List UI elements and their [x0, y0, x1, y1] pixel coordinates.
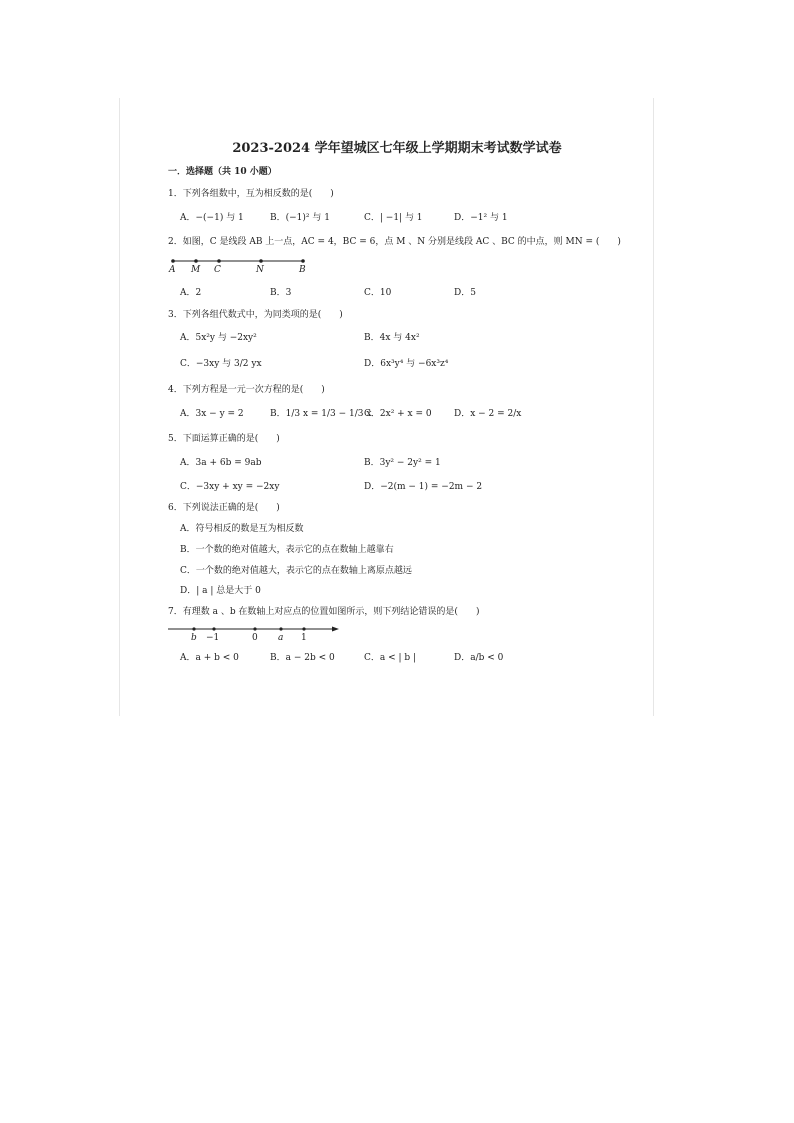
label-a: a: [278, 633, 284, 643]
point-one: [302, 627, 305, 630]
q1-option-d[interactable]: D．−1² 与 1: [454, 213, 508, 223]
question-1-stem: 1．下列各组数中，互为相反数的是( ): [168, 189, 334, 199]
label-b: B: [299, 265, 306, 275]
question-3-stem: 3．下列各组代数式中，为同类项的是( ): [168, 310, 343, 320]
q7-option-b[interactable]: B．a − 2b < 0: [270, 653, 335, 663]
q6-option-a[interactable]: A．符号相反的数是互为相反数: [180, 524, 304, 534]
label-neg-one: −1: [206, 633, 220, 643]
point-neg-one: [212, 627, 215, 630]
point-n: [259, 259, 263, 263]
q6-option-c[interactable]: C．一个数的绝对值越大，表示它的点在数轴上离原点越远: [180, 566, 412, 576]
label-a: A: [169, 265, 176, 275]
q1-option-c[interactable]: C．| −1| 与 1: [364, 213, 423, 223]
point-c: [217, 259, 221, 263]
q5-option-d[interactable]: D．−2(m − 1) = −2m − 2: [364, 482, 483, 492]
q3-option-a[interactable]: A．5x²y 与 −2xy²: [180, 333, 257, 343]
point-m: [194, 259, 198, 263]
q5-option-a[interactable]: A．3a + 6b = 9ab: [180, 458, 262, 468]
q3-option-c[interactable]: C．−3xy 与 3/2 yx: [180, 359, 262, 369]
point-zero: [253, 627, 256, 630]
section-heading: 一．选择题（共 10 小题）: [168, 167, 277, 177]
q2-option-a[interactable]: A．2: [180, 288, 202, 298]
q1-option-b[interactable]: B．(−1)² 与 1: [270, 213, 330, 223]
point-b: [301, 259, 305, 263]
q7-option-c[interactable]: C．a < | b |: [364, 653, 417, 663]
label-b: b: [191, 633, 197, 643]
label-one: 1: [301, 633, 307, 643]
q6-option-d[interactable]: D．| a | 总是大于 0: [180, 586, 261, 596]
question-4-stem: 4．下列方程是一元一次方程的是( ): [168, 385, 325, 395]
question-6-stem: 6．下列说法正确的是( ): [168, 503, 280, 513]
q4-option-b[interactable]: B．1/3 x = 1/3 − 1/3 x: [270, 409, 372, 419]
q7-option-a[interactable]: A．a + b < 0: [180, 653, 239, 663]
q4-option-c[interactable]: C．2x² + x = 0: [364, 409, 432, 419]
question-2-stem: 2．如图，C 是线段 AB 上一点，AC = 4，BC = 6，点 M 、N 分别是线段 AC 、BC 的中点，则 MN = ( ): [168, 237, 621, 247]
question-5-stem: 5．下面运算正确的是( ): [168, 434, 280, 444]
label-n: N: [256, 265, 264, 275]
q7-option-d[interactable]: D．a/b < 0: [454, 653, 504, 663]
q2-option-b[interactable]: B．3: [270, 288, 292, 298]
question-7-stem: 7．有理数 a 、b 在数轴上对应点的位置如图所示，则下列结论错误的是( ): [168, 607, 480, 617]
label-zero: 0: [252, 633, 258, 643]
q6-option-b[interactable]: B．一个数的绝对值越大，表示它的点在数轴上越靠右: [180, 545, 394, 555]
exam-title: 2023-2024 学年望城区七年级上学期期末考试数学试卷: [232, 141, 562, 156]
number-line-arrow: [332, 627, 339, 632]
q4-option-d[interactable]: D．x − 2 = 2/x: [454, 409, 522, 419]
label-m: M: [191, 265, 201, 275]
q2-option-c[interactable]: C．10: [364, 288, 392, 298]
point-a: [171, 259, 175, 263]
q4-option-a[interactable]: A．3x − y = 2: [180, 409, 244, 419]
q3-option-d[interactable]: D．6x³y⁴ 与 −6x³z⁴: [364, 359, 449, 369]
point-b: [192, 627, 195, 630]
number-line-figure: [168, 623, 343, 643]
q2-option-d[interactable]: D．5: [454, 288, 476, 298]
q5-option-b[interactable]: B．3y² − 2y² = 1: [364, 458, 441, 468]
q1-option-a[interactable]: A．−(−1) 与 1: [180, 213, 244, 223]
label-c: C: [214, 265, 221, 275]
q5-option-c[interactable]: C．−3xy + xy = −2xy: [180, 482, 280, 492]
q3-option-b[interactable]: B．4x 与 4x²: [364, 333, 420, 343]
point-a: [279, 627, 282, 630]
segment-figure: [168, 255, 318, 277]
